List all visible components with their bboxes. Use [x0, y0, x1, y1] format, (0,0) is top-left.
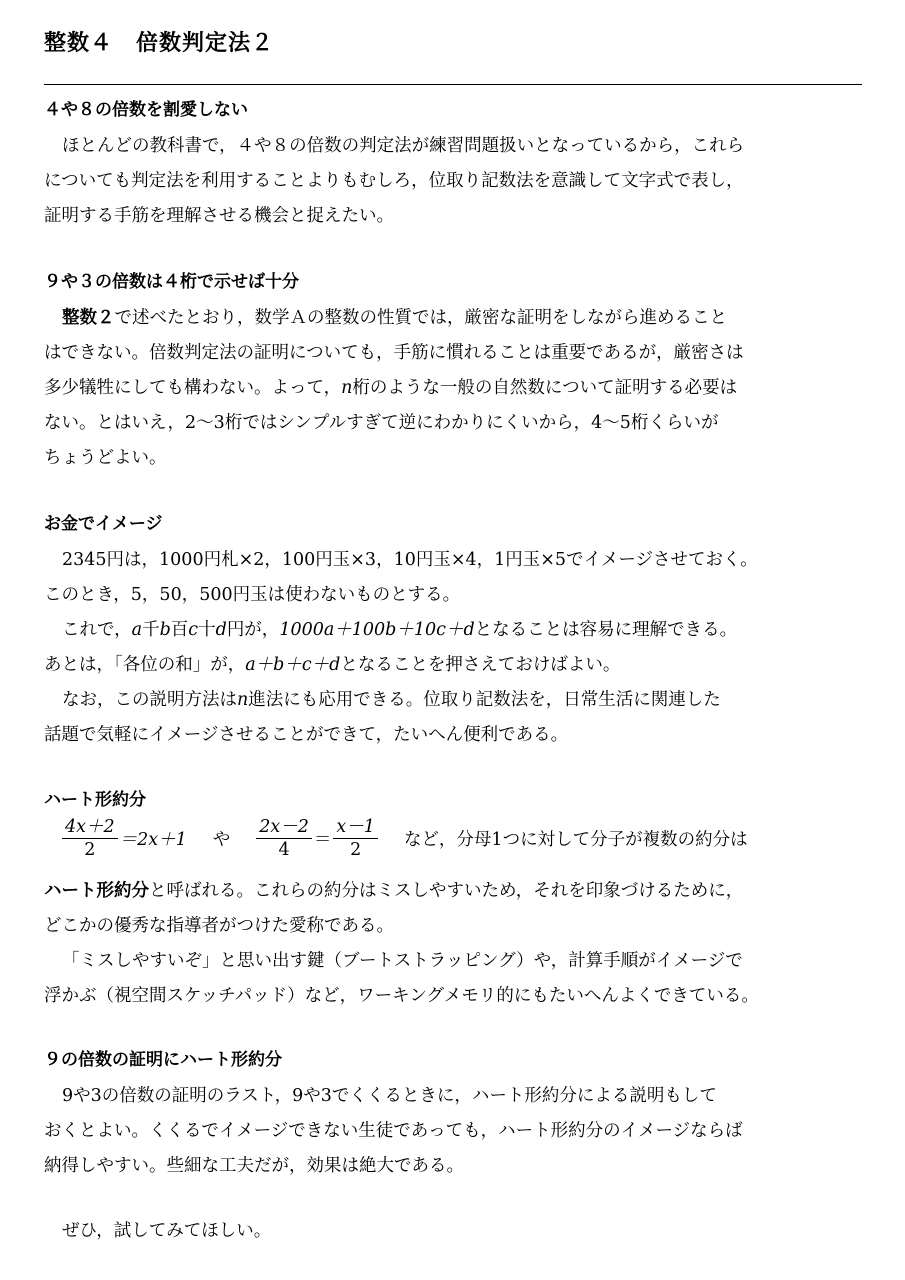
s3-line-6: 話題で気軽にイメージさせることができて，たいへん便利である。 — [44, 725, 569, 745]
title-divider — [44, 84, 862, 85]
fraction-1 — [62, 816, 118, 861]
s3-var-b: b — [159, 620, 171, 640]
s2-line-1-text: で述べたとおり，数学Ａの整数の性質では，厳密な証明をしながら進めること — [114, 308, 727, 328]
s4-line-3: どこかの優秀な指導者がつけた愛称である。 — [44, 916, 394, 936]
fraction-2-numerator: 2x－2 — [256, 816, 312, 839]
s4-line-4: 「ミスしやすいぞ」と思い出す鍵（ブートストラッピング）や，計算手順がイメージで — [62, 951, 743, 971]
s1-line-1: ほとんどの教科書で，４や８の倍数の判定法が練習問題扱いとなっているから，これら — [62, 136, 745, 156]
s4-line-2-text: と呼ばれる。これらの約分はミスしやすいため，それを印象づけるために， — [149, 881, 744, 901]
fraction-2-denominator: 4 — [278, 840, 290, 860]
s3-var-a: a — [131, 620, 143, 640]
conjunction-ya: や — [212, 830, 231, 850]
s2-bold-ref: 整数２ — [62, 308, 115, 328]
s1-line-3: 証明する手筋を理解させる機会と捉えたい。 — [44, 206, 394, 226]
page-title: 整数４ 倍数判定法２ — [44, 31, 275, 56]
s3-line-1: 2345円は，1000円札×2，100円玉×3，10円玉×4，1円玉×5でイメージさせておく。 — [62, 550, 758, 570]
s2-line-3 — [44, 375, 864, 401]
s3-expr-2: a＋b＋c＋d — [245, 655, 341, 675]
s3-l3-b: 千 — [142, 620, 160, 640]
s3-l5-b: 進法にも応用できる。位取り記数法を，日常生活に関連した — [248, 690, 721, 710]
s5-line-3: 納得しやすい。些細な工夫だが，効果は絶大である。 — [44, 1156, 464, 1176]
s1-line-2: についても判定法を利用することよりもむしろ，位取り記数法を意識して文字式で表し， — [44, 171, 744, 191]
section-heading-4: ハート形約分 — [44, 790, 146, 810]
fraction-3-denominator: 2 — [350, 840, 362, 860]
s3-var-n: n — [237, 690, 249, 710]
s2-line-1 — [44, 305, 864, 331]
section-heading-2: ９や３の倍数は４桁で示せば十分 — [44, 272, 299, 292]
s3-l3-f: となることは容易に理解できる。 — [474, 620, 738, 640]
s3-l3-e: 円が， — [226, 620, 280, 640]
fraction-1-result: ＝2x＋1 — [119, 830, 187, 850]
section-heading-5: ９の倍数の証明にハート形約分 — [44, 1050, 282, 1070]
section-heading-1: ４や８の倍数を割愛しない — [44, 100, 248, 120]
fraction-2-equals: ＝ — [313, 830, 332, 850]
fraction-2 — [256, 816, 312, 861]
s3-l3-d: 十 — [198, 620, 216, 640]
s3-line-2: このとき，5，50，500円玉は使わないものとする。 — [44, 585, 461, 605]
s5-line-2: おくとよい。くくるでイメージできない生徒であっても，ハート形約分のイメージならば — [44, 1121, 743, 1141]
s3-var-c: c — [188, 620, 199, 640]
s3-l4-a: あとは，「各位の和」が， — [44, 655, 246, 675]
s3-l5-a: なお，この説明方法は — [62, 690, 237, 710]
s2-line-3b: 桁のような一般の自然数について証明する必要は — [352, 378, 738, 398]
fraction-3-numerator: x－1 — [333, 816, 378, 839]
fraction-1-numerator: 4x＋2 — [62, 816, 118, 839]
s2-line-2: はできない。倍数判定法の証明についても，手筋に慣れることは重要であるが，厳密さは — [44, 343, 744, 363]
fraction-1-denominator: 2 — [84, 840, 96, 860]
s3-line-4 — [44, 652, 864, 678]
s2-line-5: ちょうどよい。 — [44, 448, 167, 468]
s3-line-5 — [44, 687, 864, 713]
math-row-tail: など，分母1つに対して分子が複数の約分は — [403, 830, 748, 850]
s2-line-3a: 多少犠牲にしても構わない。よって， — [44, 378, 342, 398]
s5-line-1: 9や3の倍数の証明のラスト，9や3でくくるときに，ハート形約分による説明もして — [62, 1086, 717, 1106]
s3-line-3 — [44, 617, 864, 643]
closing-line: ぜひ，試してみてほしい。 — [62, 1221, 272, 1241]
s3-l3-a: これで， — [62, 620, 132, 640]
s3-l4-b: となることを押さえておけばよい。 — [340, 655, 621, 675]
fraction-3 — [333, 816, 378, 861]
s4-line-5: 浮かぶ（視空間スケッチパッド）など，ワーキングメモリ的にもたいへんよくできている。 — [44, 986, 759, 1006]
s3-expr-1: 1000a＋100b＋10c＋d — [279, 620, 475, 640]
s4-line-2 — [44, 878, 864, 904]
s2-line-4: ない。とはいえ，2～3桁ではシンプルすぎて逆にわかりにくいから，4～5桁くらいが — [44, 413, 719, 433]
s3-l3-c: 百 — [170, 620, 189, 640]
s3-var-d: d — [215, 620, 227, 640]
heart-fraction-examples — [62, 816, 862, 861]
s4-bold-term: ハート形約分 — [44, 881, 149, 901]
section-heading-3: お金でイメージ — [44, 514, 163, 534]
s2-var-n: n — [341, 378, 353, 398]
